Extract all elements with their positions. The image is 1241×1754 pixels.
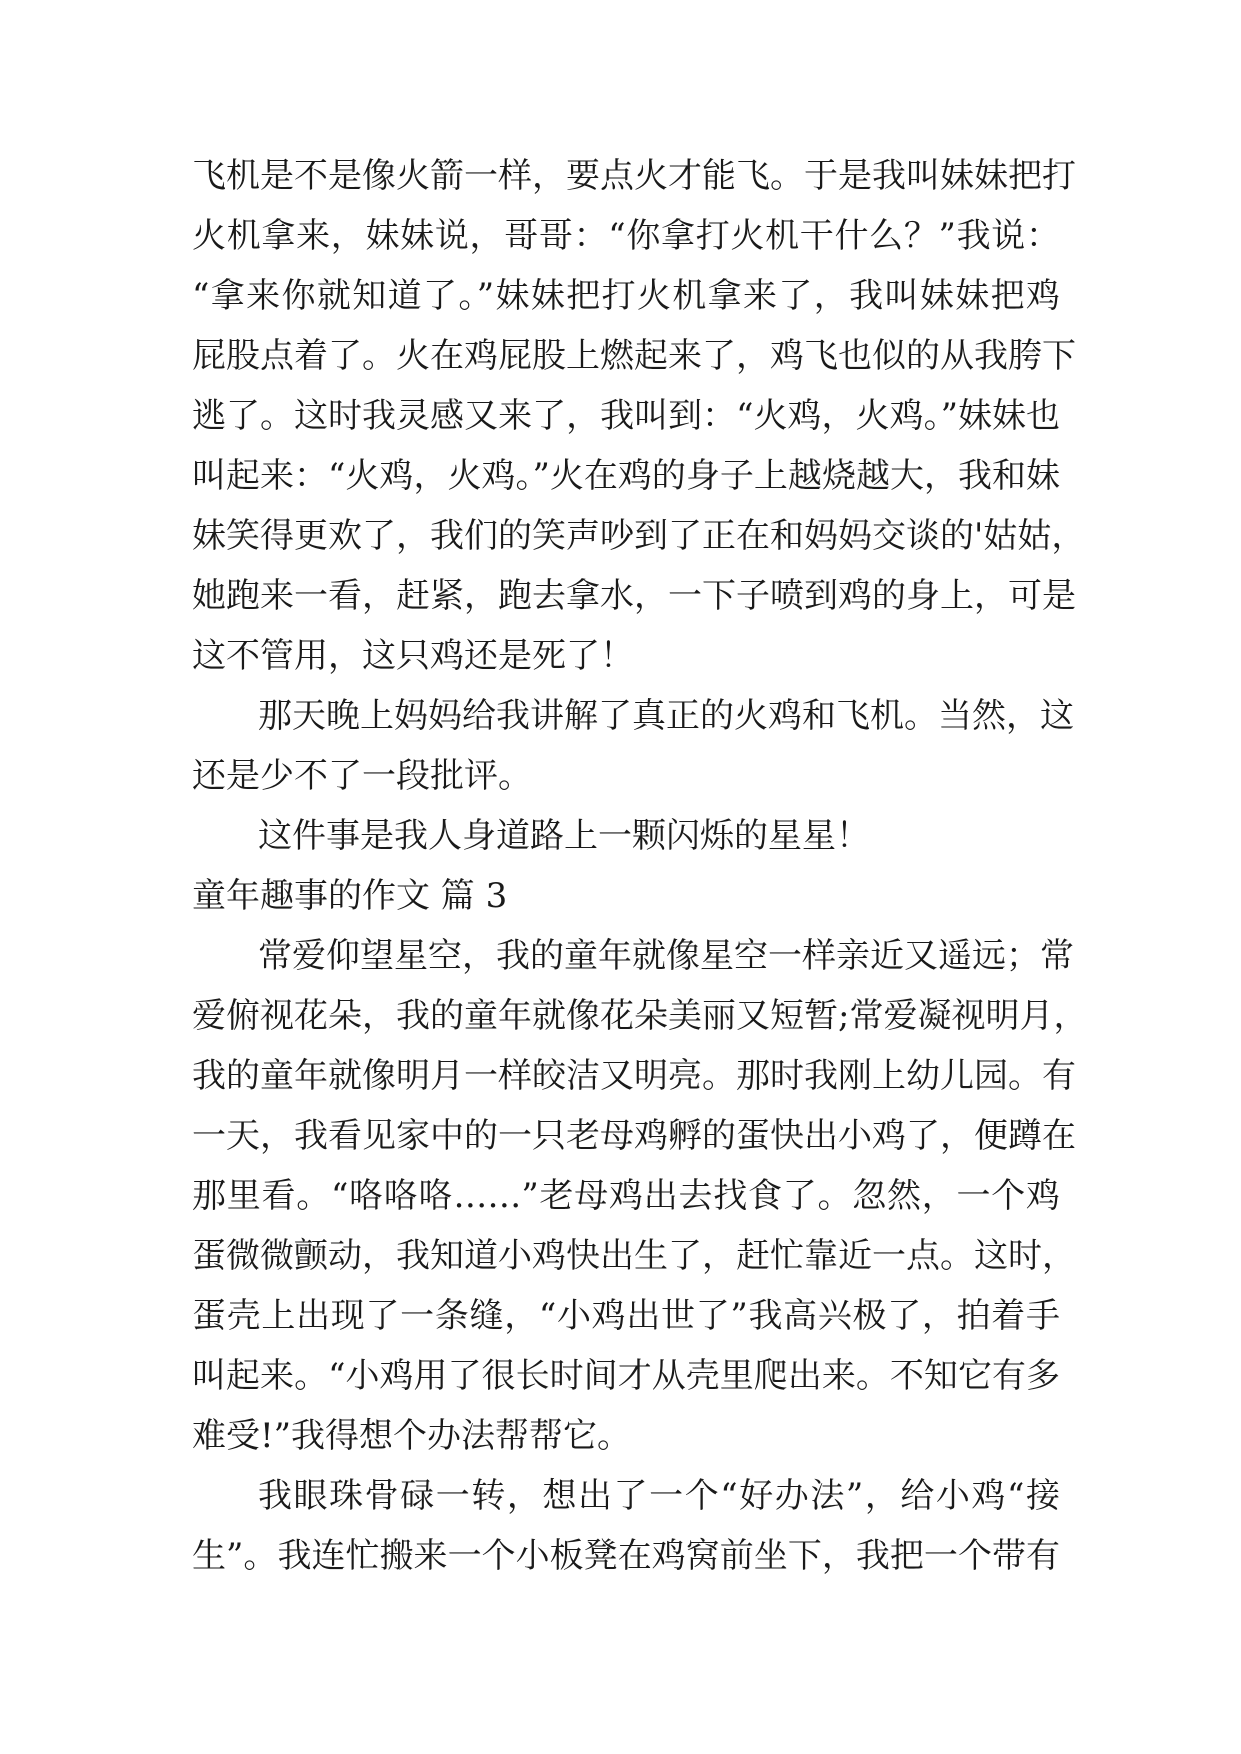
text-line: 我眼珠骨碌一转，想出了一个“好办法”，给小鸡“接 [258, 1476, 1060, 1516]
text-line: 难受!”我得想个办法帮帮它。 [192, 1416, 632, 1456]
paragraph-story-end [192, 146, 1086, 686]
text-line: 火机拿来，妹妹说，哥哥：“你拿打火机干什么？”我说： [192, 216, 1060, 256]
paragraph-idea [192, 1466, 1060, 1586]
text-line: 妹笑得更欢了，我们的笑声吵到了正在和妈妈交谈的'姑姑， [192, 516, 1086, 556]
text-line: 蛋壳上出现了一条缝，“小鸡出世了”我高兴极了，拍着手 [192, 1296, 1060, 1336]
text-line: 飞机是不是像火箭一样，要点火才能飞。于是我叫妹妹把打 [192, 156, 1076, 196]
text-line: 爱俯视花朵，我的童年就像花朵美丽又短暂;常爱凝视明月， [192, 996, 1088, 1036]
text-line: 屁股点着了。火在鸡屁股上燃起来了，鸡飞也似的从我胯下 [192, 336, 1076, 376]
text-line: 我的童年就像明月一样皎洁又明亮。那时我刚上幼儿园。有 [192, 1056, 1076, 1096]
text-line: 她跑来一看，赶紧，跑去拿水，一下子喷到鸡的身上，可是 [192, 576, 1076, 616]
text-line: 叫起来。“小鸡用了很长时间才从壳里爬出来。不知它有多 [192, 1356, 1060, 1396]
paragraph-childhood-intro [192, 926, 1088, 1466]
paragraph-conclusion [192, 806, 1060, 866]
document-body [192, 146, 1088, 1586]
text-line: 那里看。“咯咯咯……”老母鸡出去找食了。忽然，一个鸡 [192, 1176, 1060, 1216]
text-line: 逃了。这时我灵感又来了，我叫到：“火鸡，火鸡。”妹妹也 [192, 396, 1060, 436]
text-line: 生”。我连忙搬来一个小板凳在鸡窝前坐下，我把一个带有 [192, 1536, 1060, 1576]
text-line: 常爱仰望星空，我的童年就像星空一样亲近又遥远；常 [258, 936, 1074, 976]
paragraph-explanation [192, 686, 1074, 806]
text-line: “拿来你就知道了。”妹妹把打火机拿来了，我叫妹妹把鸡 [192, 276, 1060, 316]
text-line: 这不管用，这只鸡还是死了！ [192, 636, 634, 676]
text-line: 那天晚上妈妈给我讲解了真正的火鸡和飞机。当然，这 [258, 696, 1074, 736]
text-line: 一天，我看见家中的一只老母鸡孵的蛋快出小鸡了，便蹲在 [192, 1116, 1076, 1156]
text-line: 还是少不了一段批评。 [192, 756, 532, 796]
text-line: 这件事是我人身道路上一颗闪烁的星星！ [258, 816, 870, 856]
text-line: 蛋微微颤动，我知道小鸡快出生了，赶忙靠近一点。这时， [192, 1236, 1076, 1276]
section-heading: 童年趣事的作文 篇 3 [192, 876, 508, 916]
text-line: 叫起来：“火鸡，火鸡。”火在鸡的身子上越烧越大，我和妹 [192, 456, 1060, 496]
